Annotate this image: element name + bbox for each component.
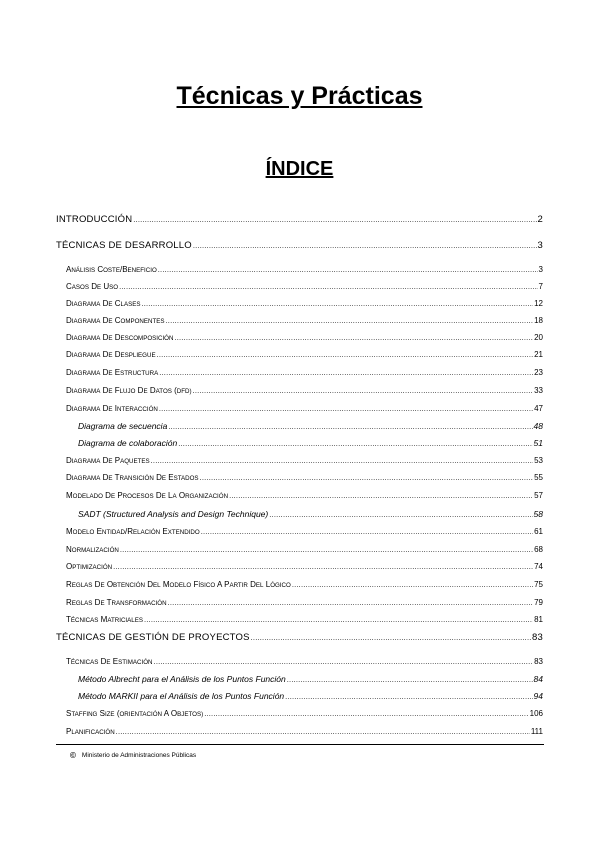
toc-leader-dots — [285, 692, 532, 701]
toc-entry-page: 47 — [534, 404, 543, 413]
toc-entry-label: NORMALIZACIÓN — [66, 545, 119, 554]
toc-entry-label: TÉCNICAS MATRICIALES — [66, 615, 143, 624]
toc-leader-dots — [144, 615, 533, 624]
toc-entry-page: 83 — [534, 657, 543, 666]
toc-entry-label: OPTIMIZACIÓN — [66, 562, 113, 571]
toc-entry[interactable] — [66, 709, 543, 718]
toc-entry-page: 7 — [538, 282, 543, 291]
toc-entry-page: 74 — [534, 562, 543, 571]
toc-entry-label: REGLAS DE OBTENCIÓN DEL MODELO FÍSICO A PARTIR DEL LÓGICO — [66, 580, 291, 589]
toc-entry-label: DIAGRAMA DE FLUJO DE DATOS (DFD) — [66, 386, 192, 395]
toc-entry[interactable] — [66, 491, 543, 500]
toc-entry-label: REGLAS DE TRANSFORMACIÓN — [66, 598, 167, 607]
toc-entry-page: 58 — [533, 509, 543, 519]
toc-entry-page: 23 — [534, 368, 543, 377]
toc-leader-dots — [133, 215, 536, 224]
toc-entry-label: TÉCNICAS DE ESTIMACIÓN — [66, 657, 153, 666]
toc-leader-dots — [166, 316, 534, 325]
toc-leader-dots — [157, 350, 534, 359]
toc-entry-page: 55 — [534, 473, 543, 482]
toc-entry-page: 75 — [534, 580, 543, 589]
toc-entry-label: Diagrama de colaboración — [78, 438, 178, 448]
toc-leader-dots — [193, 241, 537, 250]
toc-entry[interactable] — [66, 562, 543, 571]
toc-entry[interactable] — [66, 316, 543, 325]
toc-entry[interactable] — [66, 727, 543, 736]
toc-entry[interactable] — [66, 657, 543, 666]
toc-leader-dots — [154, 657, 534, 666]
toc-entry[interactable] — [66, 265, 543, 274]
toc-entry[interactable] — [66, 456, 543, 465]
toc-entry[interactable] — [56, 240, 543, 251]
toc-entry[interactable] — [66, 404, 543, 413]
toc-leader-dots — [159, 368, 533, 377]
toc-entry-page: 94 — [533, 691, 543, 701]
toc-leader-dots — [178, 439, 532, 448]
toc-entry[interactable] — [66, 282, 543, 291]
toc-entry-page: 83 — [532, 632, 543, 643]
toc-entry[interactable] — [66, 299, 543, 308]
toc-entry[interactable] — [66, 615, 543, 624]
index-heading: ÍNDICE — [265, 158, 334, 180]
toc-entry-label: MODELADO DE PROCESOS DE LA ORGANIZACIÓN — [66, 491, 229, 500]
toc-entry-page: 111 — [530, 727, 543, 736]
toc-entry-label: TÉCNICAS DE DESARROLLO — [56, 240, 192, 251]
toc-entry-label: INTRODUCCIÓN — [56, 214, 133, 225]
toc-entry-label: DIAGRAMA DE ESTRUCTURA — [66, 368, 159, 377]
toc-entry-label: STAFFING SIZE (ORIENTACIÓN A OBJETOS) — [66, 709, 204, 718]
toc-entry-label: TÉCNICAS DE GESTIÓN DE PROYECTOS — [56, 632, 250, 643]
toc-entry[interactable] — [66, 368, 543, 377]
toc-entry[interactable] — [66, 350, 543, 359]
toc-entry[interactable] — [66, 386, 543, 395]
toc-entry[interactable] — [78, 509, 543, 519]
toc-entry[interactable] — [66, 473, 543, 482]
toc-entry-label: DIAGRAMA DE PAQUETES — [66, 456, 150, 465]
toc-entry-label: DIAGRAMA DE DESCOMPOSICIÓN — [66, 333, 174, 342]
toc-entry-page: 2 — [537, 214, 543, 225]
toc-entry-label: DIAGRAMA DE COMPONENTES — [66, 316, 165, 325]
toc-entry-label: MODELO ENTIDAD/RELACIÓN EXTENDIDO — [66, 527, 200, 536]
toc-entry[interactable] — [56, 632, 543, 643]
toc-leader-dots — [168, 598, 534, 607]
toc-entry-page: 33 — [534, 386, 543, 395]
toc-entry-label: PLANIFICACIÓN — [66, 727, 115, 736]
toc-entry-label: Método MARKII para el Análisis de los Puntos Función — [78, 691, 285, 701]
document-title: Técnicas y Prácticas — [176, 82, 423, 110]
toc-entry[interactable] — [56, 214, 543, 225]
toc-leader-dots — [120, 545, 533, 554]
toc-entry-label: Diagrama de secuencia — [78, 421, 168, 431]
toc-leader-dots — [292, 580, 533, 589]
toc-entry-page: 18 — [534, 316, 543, 325]
toc-leader-dots — [200, 473, 534, 482]
toc-leader-dots — [151, 456, 533, 465]
toc-entry[interactable] — [66, 580, 543, 589]
copyright-icon: © — [70, 751, 76, 760]
toc-entry-page: 20 — [534, 333, 543, 342]
page-footer — [70, 751, 196, 760]
toc-leader-dots — [159, 404, 533, 413]
toc-entry[interactable] — [78, 421, 543, 431]
toc-leader-dots — [141, 299, 533, 308]
toc-entry-page: 68 — [534, 545, 543, 554]
toc-entry-page: 12 — [534, 299, 543, 308]
toc-entry[interactable] — [78, 674, 543, 684]
toc-entry[interactable] — [66, 333, 543, 342]
toc-entry-label: Método Albrecht para el Análisis de los Puntos Función — [78, 674, 286, 684]
footer-text: Ministerio de Administraciones Públicas — [81, 752, 197, 759]
toc-entry-page: 61 — [534, 527, 543, 536]
toc-leader-dots — [193, 386, 534, 395]
toc-entry[interactable] — [66, 598, 543, 607]
toc-leader-dots — [201, 527, 533, 536]
toc-entry-label: SADT (Structured Analysis and Design Technique) — [78, 509, 269, 519]
toc-entry-label: DIAGRAMA DE TRANSICIÓN DE ESTADOS — [66, 473, 199, 482]
toc-entry-page: 3 — [538, 265, 543, 274]
toc-entry-page: 57 — [534, 491, 543, 500]
toc-entry-page: 81 — [534, 615, 543, 624]
toc-leader-dots — [287, 675, 533, 684]
toc-leader-dots — [204, 709, 528, 718]
toc-entry-page: 48 — [533, 421, 543, 431]
toc-leader-dots — [229, 491, 533, 500]
toc-entry-page: 79 — [534, 598, 543, 607]
toc-entry-page: 51 — [533, 438, 543, 448]
toc-leader-dots — [269, 510, 532, 519]
toc-entry-label: CASOS DE USO — [66, 282, 119, 291]
toc-leader-dots — [119, 282, 537, 291]
toc-entry[interactable] — [78, 438, 543, 448]
toc-entry-label: DIAGRAMA DE INTERACCIÓN — [66, 404, 158, 413]
toc-entry-page: 84 — [533, 674, 543, 684]
toc-leader-dots — [116, 727, 530, 736]
toc-leader-dots — [113, 562, 533, 571]
footer-divider — [56, 744, 544, 745]
toc-entry-page: 3 — [537, 240, 543, 251]
toc-leader-dots — [168, 422, 532, 431]
toc-entry[interactable] — [66, 545, 543, 554]
toc-leader-dots — [174, 333, 533, 342]
toc-entry-page: 106 — [529, 709, 543, 718]
toc-leader-dots — [158, 265, 538, 274]
toc-entry-page: 21 — [534, 350, 543, 359]
toc-leader-dots — [251, 633, 531, 642]
toc-entry-label: DIAGRAMA DE DESPLIEGUE — [66, 350, 156, 359]
toc-entry-label: DIAGRAMA DE CLASES — [66, 299, 141, 308]
toc-entry-page: 53 — [534, 456, 543, 465]
toc-entry[interactable] — [66, 527, 543, 536]
toc-entry-label: ANÁLISIS COSTE/BENEFICIO — [66, 265, 157, 274]
toc-entry[interactable] — [78, 691, 543, 701]
